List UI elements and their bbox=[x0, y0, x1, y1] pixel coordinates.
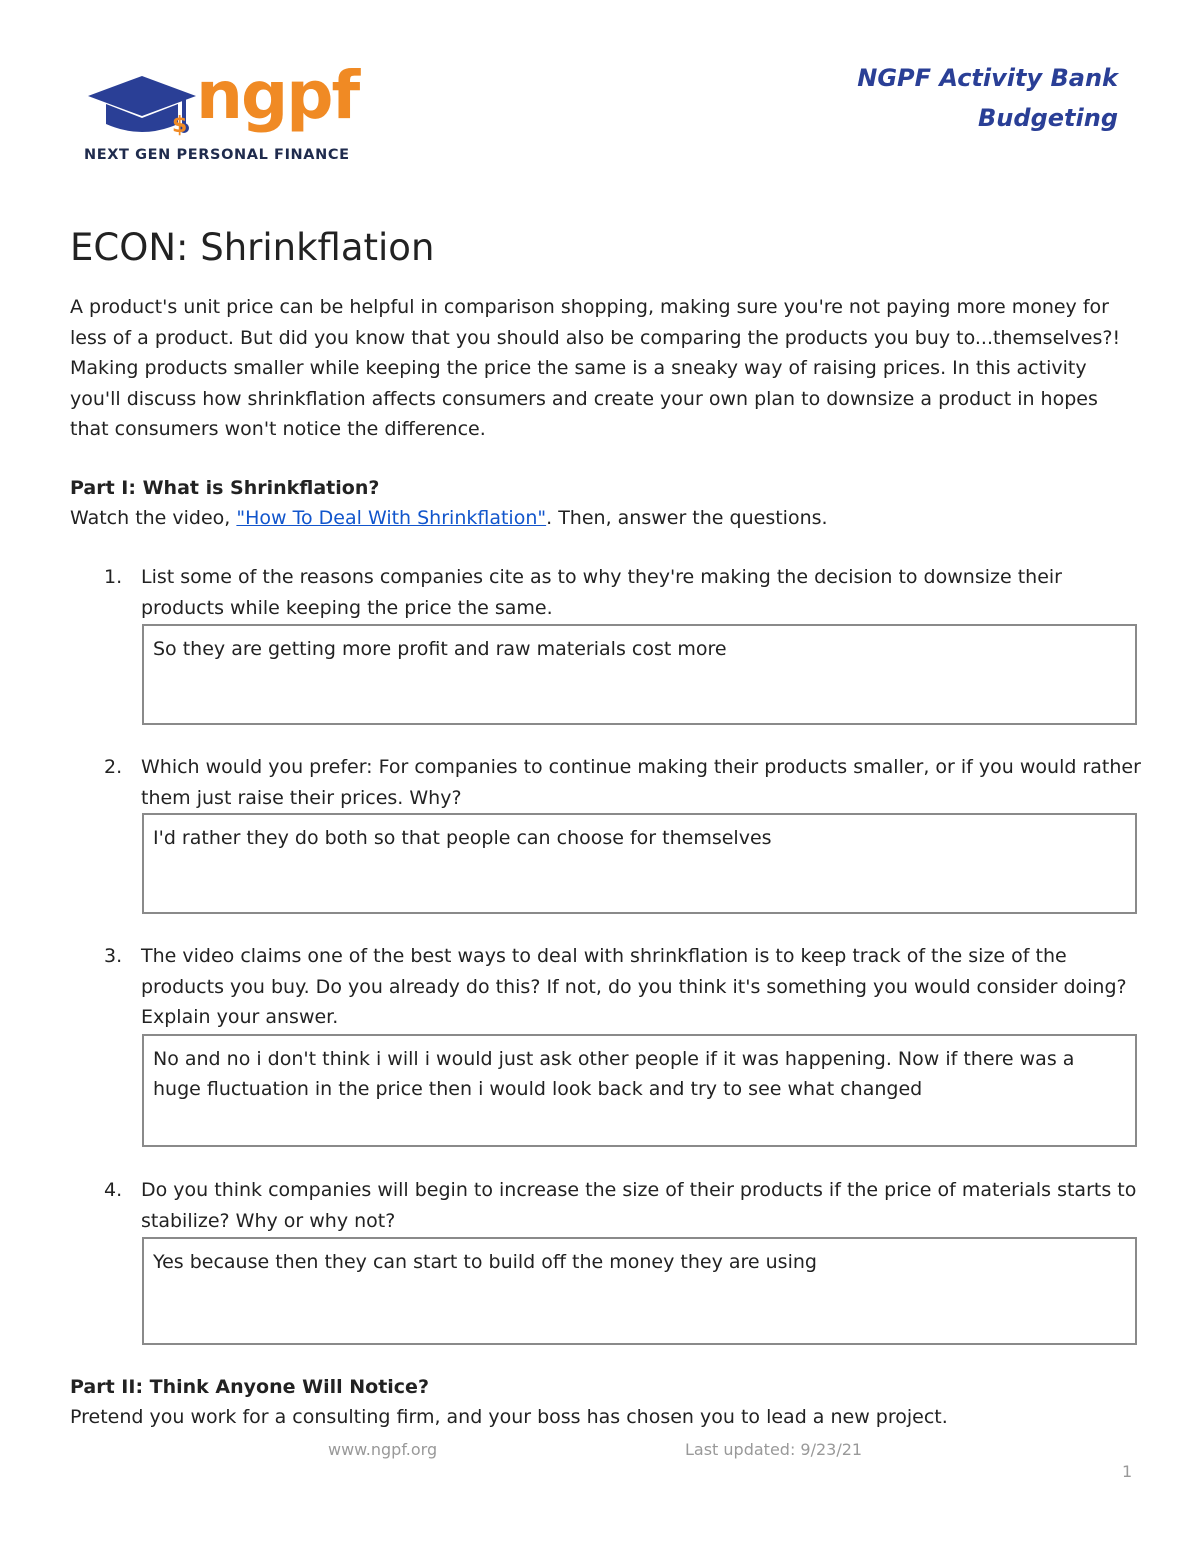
instruction-text: . Then, answer the questions. bbox=[546, 507, 828, 529]
question-text: The video claims one of the best ways to deal with shrinkflation is to keep track of the size of the products you buy. Do you already do this? If not, do you think it's something you would consider doing? Explain your answer. bbox=[141, 945, 1127, 1028]
answer-box[interactable]: I'd rather they do both so that people can choose for themselves bbox=[142, 813, 1137, 914]
question-text: List some of the reasons companies cite as to why they're making the decision to downsize their products while keeping the price the same. bbox=[141, 566, 1062, 619]
header-category: Budgeting bbox=[978, 104, 1118, 132]
part2-intro: Pretend you work for a consulting firm, and your boss has chosen you to lead a new project. bbox=[70, 1406, 948, 1428]
graduation-cap-icon bbox=[84, 70, 204, 150]
question-number: 2. bbox=[104, 756, 123, 778]
intro-paragraph: A product's unit price can be helpful in comparison shopping, making sure you're not paying more money for less of a product. But did you know that you should also be comparing the products you buy to...themselves?! Making products smaller while keeping the price the same is a sneaky way of raising prices. In this activity you'll discuss how shrinkflation affects consumers and create your own plan to downsize a product in hopes that consumers won't notice the difference. bbox=[70, 296, 1121, 440]
question-text: Which would you prefer: For companies to continue making their products smaller, or if you would rather them just raise their prices. Why? bbox=[141, 756, 1141, 809]
header-activity-bank: NGPF Activity Bank bbox=[857, 64, 1118, 92]
part1-instruction bbox=[70, 503, 1130, 534]
footer-website: www.ngpf.org bbox=[328, 1440, 438, 1459]
logo-wordmark: ngpf bbox=[196, 57, 359, 134]
svg-text:$: $ bbox=[172, 113, 188, 138]
question-text: Do you think companies will begin to increase the size of their products if the price of materials starts to stabilize? Why or why not? bbox=[141, 1179, 1137, 1232]
question-number: 1. bbox=[104, 566, 123, 588]
page-title: ECON: Shrinkflation bbox=[70, 226, 435, 269]
part2-heading: Part II: Think Anyone Will Notice? bbox=[70, 1376, 429, 1398]
ngpf-logo bbox=[84, 57, 384, 170]
part1-heading: Part I: What is Shrinkflation? bbox=[70, 477, 380, 499]
footer-last-updated: Last updated: 9/23/21 bbox=[685, 1440, 863, 1459]
question-number: 4. bbox=[104, 1179, 123, 1201]
video-link[interactable]: "How To Deal With Shrinkflation" bbox=[236, 507, 547, 529]
answer-box[interactable]: No and no i don't think i will i would just ask other people if it was happening. Now if there was a huge fluctuation in the price then i would look back and try to see what changed bbox=[142, 1034, 1137, 1147]
logo-subtitle: NEXT GEN PERSONAL FINANCE bbox=[84, 147, 350, 163]
answer-box[interactable]: Yes because then they can start to build off the money they are using bbox=[142, 1237, 1137, 1345]
page-number: 1 bbox=[1122, 1462, 1133, 1481]
answer-box[interactable]: So they are getting more profit and raw materials cost more bbox=[142, 624, 1137, 725]
question-number: 3. bbox=[104, 945, 123, 967]
instruction-text: Watch the video, bbox=[70, 507, 237, 529]
